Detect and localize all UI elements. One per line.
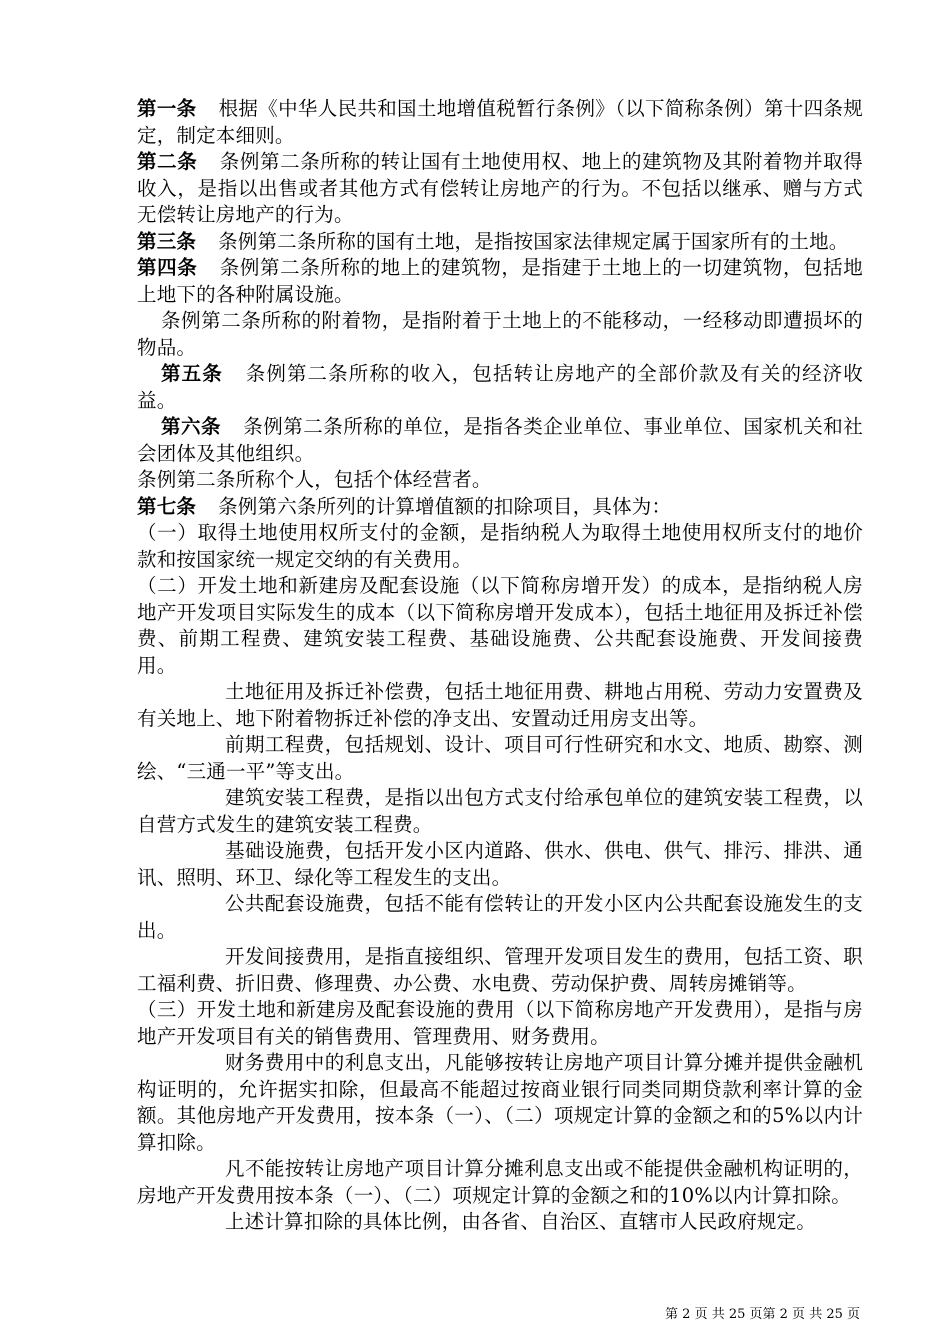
article-2 — [137, 149, 863, 229]
article-number: 第六条 — [161, 415, 221, 438]
article-number: 第五条 — [161, 362, 223, 385]
article-3 — [137, 229, 863, 256]
paragraph: 凡不能按转让房地产项目计算分摊利息支出或不能提供金融机构证明的，房地产开发费用按本条（一）、（二）项规定计算的金额之和的10%以内计算扣除。 — [137, 1157, 863, 1207]
article-text: 条例第二条所称的转让国有土地使用权、地上的建筑物及其附着物并取得收入，是指以出售或者其他方式有偿转让房地产的行为。不包括以继承、赠与方式无偿转让房地产的行为。 — [137, 150, 863, 226]
list-item: （一）取得土地使用权所支付的金额，是指纳税人为取得土地使用权所支付的地价款和按国家统一规定交纳的有关费用。 — [137, 521, 863, 571]
paragraph: 条例第二条所称个人，包括个体经营者。 — [137, 468, 492, 491]
article-text: 条例第二条所称的收入，包括转让房地产的全部价款及有关的经济收益。 — [137, 362, 863, 412]
paragraph: 条例第二条所称的附着物，是指附着于土地上的不能移动，一经移动即遭损坏的物品。 — [137, 309, 863, 359]
paragraph: 开发间接费用，是指直接组织、管理开发项目发生的费用，包括工资、职工福利费、折旧费、修理费、办公费、水电费、劳动保护费、周转房摊销等。 — [137, 945, 863, 995]
article-7 — [137, 494, 863, 521]
paragraph: 财务费用中的利息支出，凡能够按转让房地产项目计算分摊并提供金融机构证明的，允许据实扣除，但最高不能超过按商业银行同类同期贷款利率计算的金额。其他房地产开发费用，按本条（一）、（二）项规定计算的金额之和的5%以内计算扣除。 — [137, 1051, 863, 1154]
article-number: 第三条 — [137, 229, 197, 253]
article-text: 根据《中华人民共和国土地增值税暂行条例》（以下简称条例）第十四条规定，制定本细则。 — [137, 97, 863, 147]
paragraph: 前期工程费，包括规划、设计、项目可行性研究和水文、地质、勘察、测绘、“三通一平”等支出。 — [137, 733, 863, 783]
article-text: 条例第二条所称的地上的建筑物，是指建于土地上的一切建筑物，包括地上地下的各种附属设施。 — [137, 256, 863, 306]
article-number: 第二条 — [137, 150, 198, 173]
article-4 — [137, 255, 863, 308]
article-6 — [137, 414, 863, 467]
document-body — [137, 96, 863, 1236]
paragraph: 土地征用及拆迁补偿费，包括土地征用费、耕地占用税、劳动力安置费及有关地上、地下附着物拆迁补偿的净支出、安置动迁用房支出等。 — [137, 680, 863, 730]
article-number: 第四条 — [137, 256, 198, 279]
article-number: 第七条 — [137, 494, 197, 518]
list-item: （二）开发土地和新建房及配套设施（以下简称房增开发）的成本，是指纳税人房地产开发项目实际发生的成本（以下简称房增开发成本），包括土地征用及拆迁补偿费、前期工程费、建筑安装工程费、基础设施费、公共配套设施费、开发间接费用。 — [137, 574, 863, 677]
article-1 — [137, 96, 863, 149]
article-text: 条例第二条所称的国有土地，是指按国家法律规定属于国家所有的土地。 — [218, 229, 849, 253]
article-text: 条例第二条所称的单位，是指各类企业单位、事业单位、国家机关和社会团体及其他组织。 — [137, 415, 863, 465]
paragraph: 上述计算扣除的具体比例，由各省、自治区、直辖市人民政府规定。 — [225, 1210, 817, 1233]
article-text: 条例第六条所列的计算增值额的扣除项目，具体为： — [218, 494, 672, 518]
page-footer: 第 2 页 共 25 页第 2 页 共 25 页 — [665, 1307, 860, 1322]
article-5 — [137, 361, 863, 414]
list-item: （三）开发土地和新建房及配套设施的费用（以下简称房地产开发费用），是指与房地产开发项目有关的销售费用、管理费用、财务费用。 — [137, 998, 863, 1048]
paragraph: 公共配套设施费，包括不能有偿转让的开发小区内公共配套设施发生的支出。 — [137, 892, 863, 942]
paragraph: 基础设施费，包括开发小区内道路、供水、供电、供气、排污、排洪、通讯、照明、环卫、绿化等工程发生的支出。 — [137, 839, 863, 889]
paragraph: 建筑安装工程费，是指以出包方式支付给承包单位的建筑安装工程费，以自营方式发生的建筑安装工程费。 — [137, 786, 863, 836]
article-number: 第一条 — [137, 97, 197, 120]
